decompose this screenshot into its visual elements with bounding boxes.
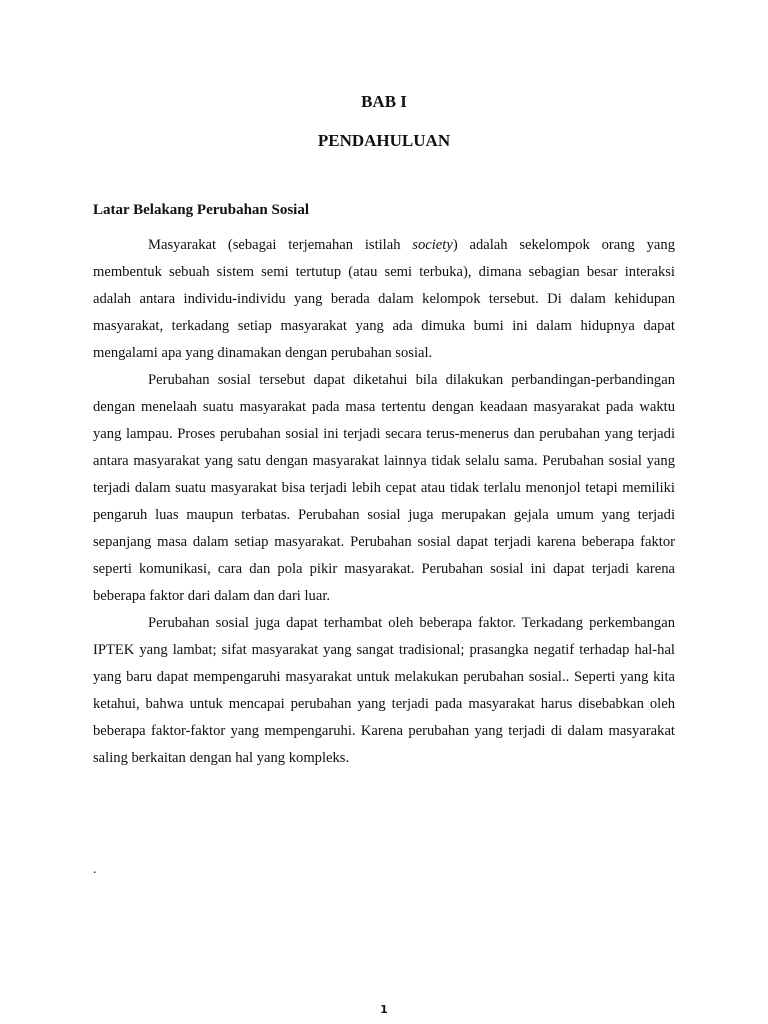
- chapter-number: BAB I: [361, 92, 407, 111]
- body-text: [93, 232, 675, 772]
- stray-mark: .: [93, 862, 97, 877]
- paragraph-1-rest: ) adalah sekelompok orang yang membentuk sebuah sistem semi tertutup (atau semi terbuka), dimana sebagian besar interaksi adalah antara individu-individu yang berada dalam kelompok tersebut. Di dalam kehidupan masyarakat, terkadang setiap masyarakat yang ada dimuka bumi ini dalam hidupnya dapat mengalami apa yang dinamakan dengan perubahan sosial.: [93, 237, 675, 361]
- paragraph-1: [93, 232, 675, 367]
- italic-term: society: [412, 237, 453, 253]
- chapter-title: PENDAHULUAN: [317, 131, 451, 150]
- paragraph-2: Perubahan sosial tersebut dapat diketahui bila dilakukan perbandingan-perbandingan dengan menelaah suatu masyarakat pada masa tertentu dengan keadaan masyarakat pada waktu yang lampau. Proses perubahan sosial ini terjadi secara terus-menerus dan perubahan yang terjadi antara masyarakat yang satu dengan masyarakat lainnya tidak selalu sama. Perubahan sosial yang terjadi dalam suatu masyarakat bisa terjadi lebih cepat atau tidak terlalu menonjol tetapi memiliki pengaruh luas maupun terbatas. Perubahan sosial juga merupakan gejala umum yang terjadi sepanjang masa dalam setiap masyarakat. Perubahan sosial dapat terjadi karena beberapa faktor seperti komunikasi, cara dan pola pikir masyarakat. Perubahan sosial ini dapat terjadi karena beberapa faktor dari dalam dan dari luar.: [93, 372, 675, 604]
- paragraph-1-start: Masyarakat (sebagai terjemahan istilah: [148, 237, 413, 253]
- section-title: Latar Belakang Perubahan Sosial: [93, 202, 310, 218]
- paragraph-3: Perubahan sosial juga dapat terhambat oleh beberapa faktor. Terkadang perkembangan IPTEK yang lambat; sifat masyarakat yang sangat tradisional; prasangka negatif terhadap hal-hal yang baru dapat mempengaruhi masyarakat untuk melakukan perubahan sosial.. Seperti yang kita ketahui, bahwa untuk mencapai perubahan yang terjadi pada masyarakat harus disebabkan oleh beberapa faktor-faktor yang mempengaruhi. Karena perubahan yang terjadi di dalam masyarakat saling berkaitan dengan hal yang kompleks.: [93, 615, 675, 766]
- page-number: 1: [380, 1003, 388, 1016]
